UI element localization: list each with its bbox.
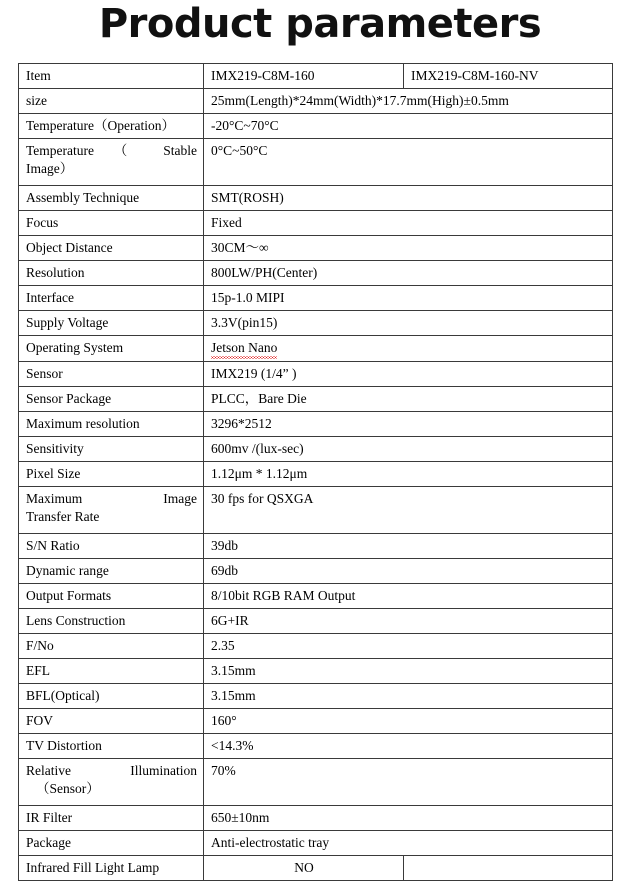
- header-model-b: IMX219-C8M-160-NV: [404, 64, 613, 89]
- table-row: [19, 361, 613, 386]
- row-value: 1.12μm * 1.12μm: [204, 461, 613, 486]
- row-value: 3296*2512: [204, 411, 613, 436]
- row-label: S/N Ratio: [19, 533, 204, 558]
- row-value: 70%: [204, 758, 613, 805]
- row-label: Lens Construction: [19, 608, 204, 633]
- table-row: [19, 658, 613, 683]
- table-row: [19, 533, 613, 558]
- row-label-line1: Maximum Image: [26, 490, 197, 506]
- table-row: [19, 830, 613, 855]
- row-label: Resolution: [19, 261, 204, 286]
- row-label: Package: [19, 830, 204, 855]
- row-value: SMT(ROSH): [204, 186, 613, 211]
- product-parameters-table: [18, 63, 613, 881]
- row-value: Fixed: [204, 211, 613, 236]
- row-label: Temperature（Operation）: [19, 114, 204, 139]
- row-value: 600mv /(lux-sec): [204, 436, 613, 461]
- table-row: [19, 633, 613, 658]
- row-value: 8/10bit RGB RAM Output: [204, 583, 613, 608]
- table-row: [19, 286, 613, 311]
- row-value-extra: [404, 855, 613, 880]
- row-value: 3.15mm: [204, 658, 613, 683]
- row-value: 650±10nm: [204, 805, 613, 830]
- row-label: BFL(Optical): [19, 683, 204, 708]
- table-row: [19, 461, 613, 486]
- row-label-line1: Temperature （ Stable: [26, 143, 197, 158]
- table-row: [19, 211, 613, 236]
- row-label: Object Distance: [19, 236, 204, 261]
- table-row: [19, 733, 613, 758]
- row-label: Pixel Size: [19, 461, 204, 486]
- table-row: [19, 558, 613, 583]
- spellcheck-underlined-text: Jetson Nano: [211, 339, 277, 358]
- row-label-line2: （Sensor）: [36, 780, 100, 796]
- row-value: 39db: [204, 533, 613, 558]
- row-value: 25mm(Length)*24mm(Width)*17.7mm(High)±0.5mm: [204, 89, 613, 114]
- row-value: IMX219 (1/4” ): [204, 361, 613, 386]
- row-label: F/No: [19, 633, 204, 658]
- page-title: Product parameters: [98, 1, 542, 47]
- row-label: Sensor Package: [19, 386, 204, 411]
- table-row-last: [19, 855, 613, 880]
- table-row: [19, 336, 613, 362]
- table-row: [19, 436, 613, 461]
- row-value: 30CM～∞: [204, 236, 613, 261]
- table-row: [19, 583, 613, 608]
- row-value: 69db: [204, 558, 613, 583]
- row-value: 800LW/PH(Center): [204, 261, 613, 286]
- row-value: -20°C~70°C: [204, 114, 613, 139]
- row-value: 2.35: [204, 633, 613, 658]
- row-label: IR Filter: [19, 805, 204, 830]
- row-label: Assembly Technique: [19, 186, 204, 211]
- row-label: Dynamic range: [19, 558, 204, 583]
- row-value: 6G+IR: [204, 608, 613, 633]
- table-row: [19, 486, 613, 533]
- row-value: 15p-1.0 MIPI: [204, 286, 613, 311]
- row-label: EFL: [19, 658, 204, 683]
- row-label: Supply Voltage: [19, 311, 204, 336]
- row-label-line2: Transfer Rate: [26, 508, 100, 524]
- spec-table-container: [18, 63, 612, 881]
- row-label: TV Distortion: [19, 733, 204, 758]
- table-row: [19, 114, 613, 139]
- row-value: [204, 336, 613, 362]
- row-label-line2: Image）: [26, 160, 74, 176]
- row-value: Anti-electrostatic tray: [204, 830, 613, 855]
- table-row: [19, 261, 613, 286]
- row-label: [19, 758, 204, 805]
- row-label: [19, 139, 204, 186]
- table-row: [19, 708, 613, 733]
- header-label-item: Item: [19, 64, 204, 89]
- table-row: [19, 186, 613, 211]
- row-label: Infrared Fill Light Lamp: [19, 855, 204, 880]
- row-label-line1: Relative Illumination: [26, 762, 197, 778]
- row-label: [19, 486, 204, 533]
- table-row: [19, 608, 613, 633]
- table-row: [19, 683, 613, 708]
- row-label: Operating System: [19, 336, 204, 362]
- row-value: PLCC，Bare Die: [204, 386, 613, 411]
- table-row: [19, 758, 613, 805]
- row-value: 3.3V(pin15): [204, 311, 613, 336]
- row-value: 0°C~50°C: [204, 139, 613, 186]
- row-value: 3.15mm: [204, 683, 613, 708]
- row-label: size: [19, 89, 204, 114]
- row-value: NO: [204, 855, 404, 880]
- row-label: Sensitivity: [19, 436, 204, 461]
- table-row: [19, 139, 613, 186]
- row-label: FOV: [19, 708, 204, 733]
- table-row: [19, 411, 613, 436]
- row-label: Output Formats: [19, 583, 204, 608]
- row-value: 30 fps for QSXGA: [204, 486, 613, 533]
- table-row: [19, 311, 613, 336]
- row-value: <14.3%: [204, 733, 613, 758]
- table-row: [19, 236, 613, 261]
- table-row: [19, 89, 613, 114]
- row-value: 160°: [204, 708, 613, 733]
- table-row: [19, 805, 613, 830]
- table-row: [19, 386, 613, 411]
- row-label: Interface: [19, 286, 204, 311]
- row-label: Focus: [19, 211, 204, 236]
- header-model-a: IMX219-C8M-160: [204, 64, 404, 89]
- table-header-row: [19, 64, 613, 89]
- row-label: Sensor: [19, 361, 204, 386]
- row-label: Maximum resolution: [19, 411, 204, 436]
